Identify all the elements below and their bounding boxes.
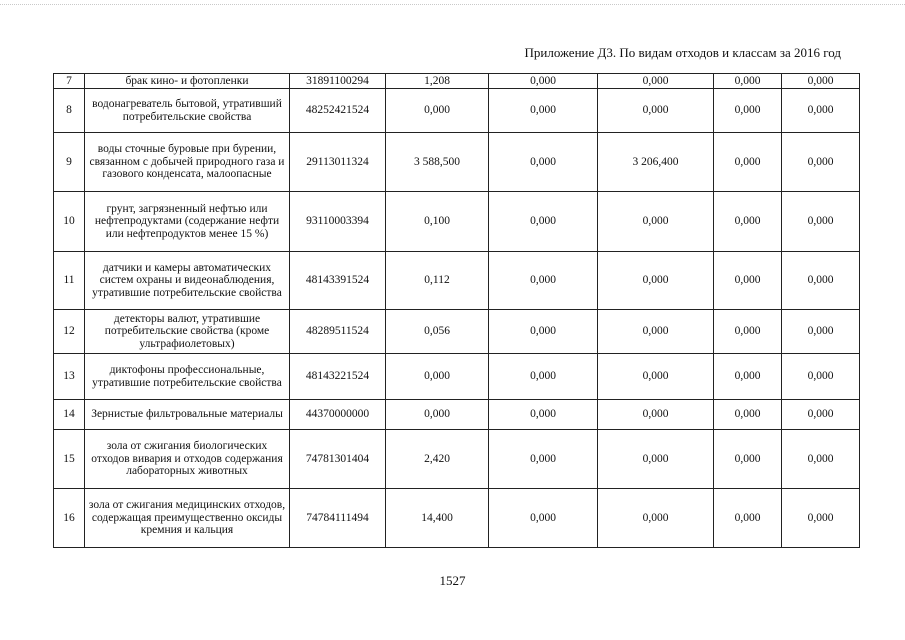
value-cell: 0,000 <box>782 354 860 400</box>
value-cell: 3 588,500 <box>386 133 489 192</box>
page-number: 1527 <box>439 573 466 588</box>
waste-name: грунт, загрязненный нефтью или нефтепродуктами (содержание нефти или нефтепродуктов менее 15 %) <box>85 192 290 252</box>
page-header: Приложение Д3. По видам отходов и классам за 2016 год <box>524 45 841 60</box>
value-cell: 0,000 <box>782 430 860 489</box>
waste-name: детекторы валют, утратившие потребительские свойства (кроме ультрафиолетовых) <box>85 310 290 354</box>
row-number: 10 <box>54 192 85 252</box>
value-cell: 0,000 <box>714 400 782 430</box>
table-row <box>54 89 860 133</box>
value-cell: 0,000 <box>782 252 860 310</box>
waste-table <box>53 73 860 548</box>
waste-name: брак кино- и фотопленки <box>85 74 290 89</box>
value-cell: 0,000 <box>598 400 714 430</box>
value-cell: 0,000 <box>598 252 714 310</box>
value-cell: 0,000 <box>714 192 782 252</box>
waste-code: 29113011324 <box>290 133 386 192</box>
table-row <box>54 354 860 400</box>
value-cell: 0,000 <box>714 252 782 310</box>
value-cell: 0,000 <box>598 310 714 354</box>
waste-name: водонагреватель бытовой, утративший потребительские свойства <box>85 89 290 133</box>
value-cell: 1,208 <box>386 74 489 89</box>
table-row <box>54 133 860 192</box>
value-cell: 0,000 <box>714 310 782 354</box>
value-cell: 0,000 <box>489 252 598 310</box>
table-row <box>54 489 860 548</box>
waste-code: 31891100294 <box>290 74 386 89</box>
value-cell: 0,000 <box>714 89 782 133</box>
value-cell: 2,420 <box>386 430 489 489</box>
value-cell: 0,000 <box>782 89 860 133</box>
waste-name: Зернистые фильтровальные материалы <box>85 400 290 430</box>
value-cell: 0,000 <box>489 354 598 400</box>
value-cell: 0,000 <box>714 489 782 548</box>
value-cell: 0,000 <box>489 192 598 252</box>
value-cell: 0,000 <box>386 354 489 400</box>
table-row <box>54 310 860 354</box>
value-cell: 0,000 <box>489 133 598 192</box>
waste-code: 44370000000 <box>290 400 386 430</box>
waste-name: датчики и камеры автоматических систем охраны и видеонаблюдения, утратившие потребительские свойства <box>85 252 290 310</box>
row-number: 7 <box>54 74 85 89</box>
value-cell: 0,000 <box>598 89 714 133</box>
table-row <box>54 192 860 252</box>
scan-edge-dots <box>0 4 905 13</box>
table-row <box>54 252 860 310</box>
waste-code: 48289511524 <box>290 310 386 354</box>
row-number: 16 <box>54 489 85 548</box>
waste-name: зола от сжигания биологических отходов вивария и отходов содержания лабораторных животных <box>85 430 290 489</box>
value-cell: 0,000 <box>782 489 860 548</box>
value-cell: 0,100 <box>386 192 489 252</box>
value-cell: 0,000 <box>489 430 598 489</box>
value-cell: 0,000 <box>782 133 860 192</box>
waste-code: 48143221524 <box>290 354 386 400</box>
value-cell: 0,000 <box>782 74 860 89</box>
value-cell: 0,000 <box>714 430 782 489</box>
row-number: 13 <box>54 354 85 400</box>
waste-name: зола от сжигания медицинских отходов, содержащая преимущественно оксиды кремния и кальция <box>85 489 290 548</box>
row-number: 9 <box>54 133 85 192</box>
row-number: 15 <box>54 430 85 489</box>
value-cell: 14,400 <box>386 489 489 548</box>
value-cell: 0,000 <box>489 310 598 354</box>
row-number: 14 <box>54 400 85 430</box>
row-number: 12 <box>54 310 85 354</box>
value-cell: 0,000 <box>489 89 598 133</box>
waste-code: 93110003394 <box>290 192 386 252</box>
value-cell: 0,000 <box>714 133 782 192</box>
table-row <box>54 400 860 430</box>
value-cell: 0,112 <box>386 252 489 310</box>
value-cell: 0,000 <box>489 489 598 548</box>
value-cell: 0,000 <box>598 430 714 489</box>
row-number: 8 <box>54 89 85 133</box>
value-cell: 0,000 <box>386 89 489 133</box>
value-cell: 0,000 <box>782 192 860 252</box>
value-cell: 0,000 <box>714 74 782 89</box>
table-row <box>54 430 860 489</box>
value-cell: 0,000 <box>714 354 782 400</box>
waste-name: воды сточные буровые при бурении, связанном с добычей природного газа и газового конденсата, малоопасные <box>85 133 290 192</box>
value-cell: 0,000 <box>489 74 598 89</box>
value-cell: 3 206,400 <box>598 133 714 192</box>
value-cell: 0,000 <box>782 400 860 430</box>
table-row <box>54 74 860 89</box>
value-cell: 0,000 <box>489 400 598 430</box>
value-cell: 0,000 <box>598 192 714 252</box>
waste-name: диктофоны профессиональные, утратившие потребительские свойства <box>85 354 290 400</box>
row-number: 11 <box>54 252 85 310</box>
waste-code: 74781301404 <box>290 430 386 489</box>
value-cell: 0,056 <box>386 310 489 354</box>
value-cell: 0,000 <box>782 310 860 354</box>
value-cell: 0,000 <box>598 74 714 89</box>
value-cell: 0,000 <box>598 354 714 400</box>
waste-code: 48252421524 <box>290 89 386 133</box>
value-cell: 0,000 <box>598 489 714 548</box>
waste-code: 48143391524 <box>290 252 386 310</box>
value-cell: 0,000 <box>386 400 489 430</box>
waste-code: 74784111494 <box>290 489 386 548</box>
